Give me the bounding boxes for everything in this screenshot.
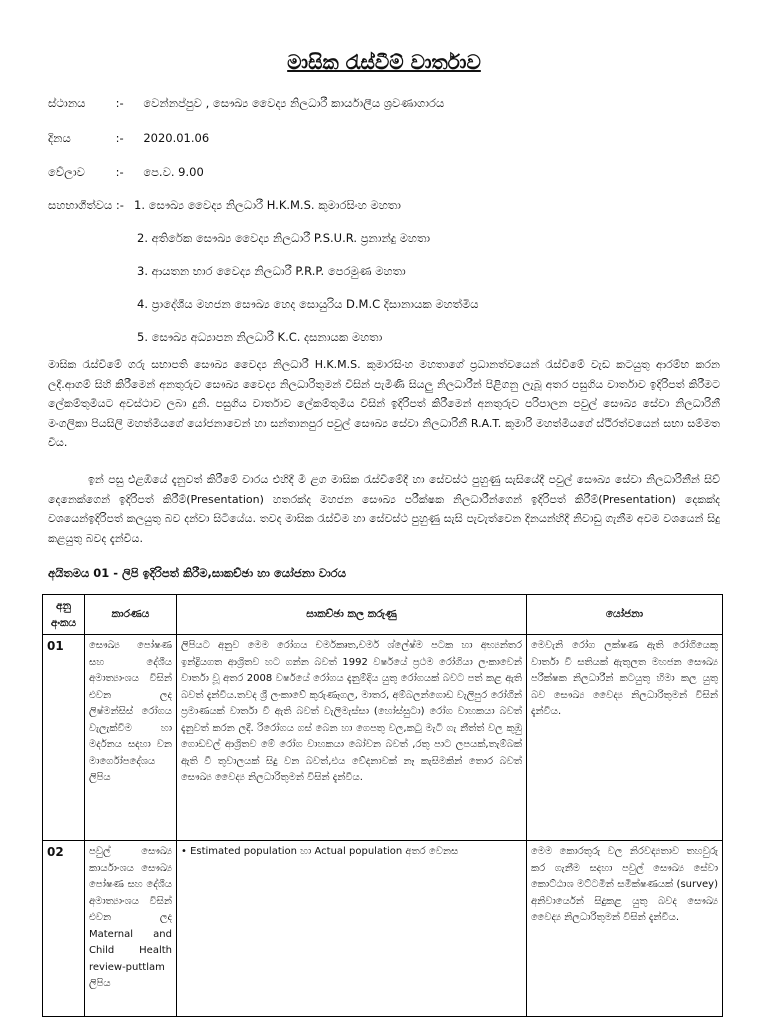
row-proposal: මෙවැනි රෝග ලක්ෂණ ඇති රෝගියෙකු වාර්තා වී සතියක් ඇතුලත මහජන සෞඛ්‍ය පරීක්ෂක නිලධාරීන් කටයුතු හිමා කල යුතු බව සෞඛ්‍ය වෛද්‍ය නිලධාරිතුමන් විසින් දැන්වීය.	[527, 635, 723, 841]
table-row	[43, 635, 723, 841]
place-value: වෙන්නප්පුව , සෞඛ්‍ය වෛද්‍ය නිලධාරී කාර්යාලීය ශ්‍රවණාගාරය	[143, 96, 445, 110]
opening-paragraph	[48, 355, 720, 453]
participant-4: 4. ප්‍රාදේශීය මහජන සෞඛ්‍ය හෙද සොයුරිය D.M.C දිසානායක මහත්මිය	[137, 297, 479, 311]
document-title: මාසික රැස්වීම් වාර්තාව	[287, 50, 481, 74]
header-no: අනු අංකය	[43, 595, 85, 635]
time-value: පෙ.ව. 9.00	[143, 165, 204, 179]
opening-paragraph-text: මාසික රැස්වීමේ ගරු සභාපති සෞඛ්‍ය වෛද්‍ය නිලධාරී H.K.M.S. කුමාරසිංහ මහතාගේ ප්‍රධානත්වයෙන් රැස්වීමේ වැඩ කටයුතු ආරම්භ කරන ලදී.ආගම් සිහි කිරීමෙන් අනතුරුව සෞඛ්‍ය වෛද්‍ය නිලධාරිතුමන් විසින් පැමිණි සියලු නිලධාරීන් පිළිගනු ලැබූ අතර පසුගිය වාර්තාව ඉදිරිපත් කිරීමට ලේකම්තුමියට අවස්ථාව ලබා දුනි. පසුගිය වාර්තාව ලේකම්තුමිය විසින් ඉදිරිපත් කිරීමෙන් අනතුරුව පරිපාලන පවුල් සෞඛ්‍ය සේවා නිලධාරිනී මංගලිකා පියසිලි මහත්මියගේ යෝජනාවෙන් හා සන්තානපුර පවුල් සෞඛ්‍ය සේවා නිලධාරිනී R.A.T. කුමාරි මහත්මියගේ ස්ථිරත්වයෙන් සභා සම්මත වීය.	[48, 358, 720, 449]
date-label: දිනය	[48, 131, 71, 145]
row-number: 02	[43, 841, 85, 1017]
participant-5: 5. සෞඛ්‍ය අධ්‍යාපන නිලධාරී K.C. දසනායක මහතා	[137, 330, 383, 344]
header-subject: කාරණය	[85, 595, 177, 635]
place-row	[48, 96, 444, 111]
time-row	[48, 165, 204, 180]
time-label: වේලාව	[48, 165, 85, 179]
row-subject: පවුල් සෞඛ්‍ය කාර්යාංශය සෞඛ්‍ය පෝෂණ සහ දේශීය අමාත්‍යාංශය විසින් එවන ලද Maternal and Child Health review-puttlam ලිපිය	[85, 841, 177, 1017]
row-discussion	[177, 841, 527, 1017]
participant-2: 2. අතිරේක සෞඛ්‍ය වෛද්‍ය නිලධාරී P.S.U.R. ප්‍රනාන්දු මහතා	[137, 231, 431, 245]
participants-label: සහභාගීත්වය :-	[48, 198, 124, 212]
place-label: ස්ථානය	[48, 96, 86, 110]
participant-3: 3. ආයතන භාර වෛද්‍ය නිලධාරී P.R.P. පෙරමුණ මහතා	[137, 264, 406, 278]
time-separator: :-	[115, 165, 124, 179]
header-proposal: යෝජනා	[527, 595, 723, 635]
discussion-bullet: • Estimated population හා Actual population අතර වෙනස	[181, 846, 458, 857]
row-subject: සෞඛ්‍ය පෝෂණ සහ දේශීය අමාත්‍යාංශය විසින් එවන ලද ලිෂ්මන්සිස් රෝගය වැලැක්වීම හා මර්දනය සදහා වන මාර්ගෝපදේශය ලිපිය	[85, 635, 177, 841]
date-row	[48, 131, 209, 146]
agenda-heading: අයිතමය 01 - ලිපි ඉදිරිපත් කිරීම,සාකච්ඡා හා යෝජනා වාරය	[48, 566, 347, 580]
date-value: 2020.01.06	[143, 131, 210, 145]
table-header-row	[43, 595, 723, 635]
row-number: 01	[43, 635, 85, 841]
awareness-paragraph-text: ඉන් පසු එළඹියේ දැනුවත් කිරීමේ වාරය එහිදී මී ළග මාසික රැස්වීමේදී හා සේවස්ථ පුහුණු සැසියේදී පවුල් සෞඛ්‍ය සේවා නිලධාරිනීන් සිව් දෙනෙක්ගෙන් ඉදිරිපත් කිරීම්(Presentation) හතරක්ද මහජන සෞඛ්‍ය පරීක්ෂක නිලධාරීන්ගෙන් ඉදිරිපත් කිරීම්(Presentation) දෙකක්ද වශයෙන්ඉදිරිපත් කලයුතු බව දන්වා සිටියේය. තවද මාසික රැස්වීම හා සේවස්ථ පුහුණු සැසි පැවැත්වෙන දිනයන්හිදී නිවාඩු ගැනීම අවම වශයෙන් සිදු කළයුතු බවද දැන්වීය.	[48, 473, 720, 545]
row-proposal: මෙම කොරතුරු වල නිරවද්‍යතාව තහවුරු කර ගැනීම සදහා පවුල් සෞඛ්‍ය සේවා කොට්ඨාශ මට්ටමින් සමීක්ෂණයක් (survey) අනිවාර්යෙන් සිදුකළ යුතු බවද සෞඛ්‍ය වෛද්‍ය නිලධාරිතුමන් විසින් දැන්වීය.	[527, 841, 723, 1017]
minutes-table	[42, 594, 723, 1017]
table-row	[43, 841, 723, 1017]
awareness-paragraph	[48, 470, 720, 548]
row-discussion: ලිපියට අනුව මෙම රෝගය චර්මකෘත,චර්ම ශ්ලේෂ්ම පටක හා අභ්‍යන්තර ඉන්ද්‍රියගත ආශ්‍රිතව හට ගන්න බවත් 1992 වර්ෂයේ ප්‍රථම රෝගියා ලංකාවෙන් වාර්තා වූ අතර 2008 වර්ෂයේ රෝගය දැනුම්දිය යුතු රෝගයක් බවට පත් කළ ඇති බවත් දැන්වීය.තවද ශ්‍රී ලංකාවේ කුරුණෑගල, මාතර, අම්බලන්ගොඩ වැලිපුර රෝගීන් ප්‍රමාණයක් වාර්තා වී ඇති බවත් වැලිමැස්සා (හෝස්සුටා) රෝග වාහකයා බවත් දැනුවත් කරන ලදී. රිරෝගය ගස් බෙන හා ගෙපතු වල,කටු මැටි ගැ නීත්ත් වල කුඹු ගොඩවල් ආශ්‍රිතව මේ රෝග වාහකයා බෝවන බවත් ,රතු පාට ලපයක්,තැම්බක් ඇති වී තුවාලයක් සිදු වන බවත්,එය වේදනාවක් නෑ කැසිමකින් තොර බවත් සෞඛ්‍ය වෛද්‍ය නිලධාරිතුමන් විසින් දැන්වීය.	[177, 635, 527, 841]
header-discussion: සාකච්ඡා කල කරුණු	[177, 595, 527, 635]
place-separator: :-	[115, 96, 124, 110]
participant-1: 1. සෞඛ්‍ය වෛද්‍ය නිලධාරී H.K.M.S. කුමාරසිංහ මහතා	[134, 198, 401, 212]
date-separator: :-	[115, 131, 124, 145]
